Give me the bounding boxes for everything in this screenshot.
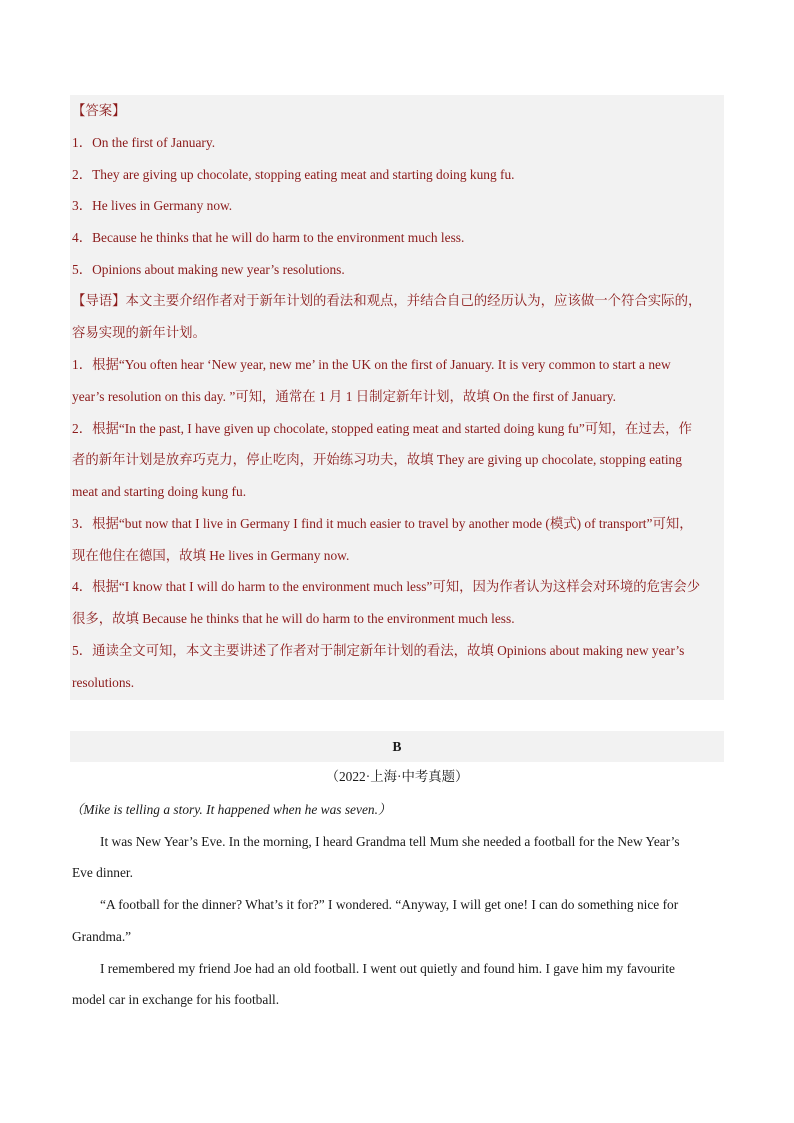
paragraph-3-line-1: I remembered my friend Joe had an old football. I went out quietly and found him. I gave him my favourite [100,961,675,976]
section-b-source: （2022·上海·中考真题） [325,769,469,784]
paragraph-3-line-2: model car in exchange for his football. [72,992,280,1007]
guide-line-7: meat and starting doing kung fu. [72,484,247,499]
paragraph-1-line-1: It was New Year’s Eve. In the morning, I heard Grandma tell Mum she needed a football for the New Year’s [100,834,680,849]
guide-line-4: year’s resolution on this day. ”可知，通常在 1 月 1 日制定新年计划，故填 On the first of January. [72,389,616,404]
guide-line-5: 2．根据“In the past, I have given up chocolate, stopped eating meat and started doing kung fu”可知，在过去，作 [72,421,692,436]
guide-line-3: 1．根据“You often hear ‘New year, new me’ in the UK on the first of January. It is very common to start a new [72,357,671,372]
section-b-label: B [392,739,402,754]
guide-line-8: 3．根据“but now that I live in Germany I find it much easier to travel by another mode (模式) of transport”可知， [72,516,693,531]
answer-4: 4．Because he thinks that he will do harm to the environment much less. [72,230,465,245]
answer-header: 【答案】 [72,103,126,118]
guide-line-9: 现在他住在德国，故填 He lives in Germany now. [72,548,350,563]
paragraph-2-line-1: “A football for the dinner? What’s it for?” I wondered. “Anyway, I will get one! I can do something nice for [100,897,679,912]
paragraph-2-line-2: Grandma.” [72,929,132,944]
answer-5: 5．Opinions about making new year’s resolutions. [72,262,345,277]
guide-line-12: 5．通读全文可知，本文主要讲述了作者对于制定新年计划的看法，故填 Opinions about making new year’s [72,643,685,658]
guide-line-1: 【导语】本文主要介绍作者对于新年计划的看法和观点，并结合自己的经历认为，应该做一个符合实际的， [72,293,702,308]
answer-1: 1．On the first of January. [72,135,216,150]
story-intro: （Mike is telling a story. It happened when he was seven.） [70,802,392,817]
answer-2: 2．They are giving up chocolate, stopping eating meat and starting doing kung fu. [72,167,515,182]
paragraph-1-line-2: Eve dinner. [72,865,133,880]
answer-3: 3．He lives in Germany now. [72,198,233,213]
guide-line-11: 很多，故填 Because he thinks that he will do harm to the environment much less. [72,611,515,626]
guide-line-2: 容易实现的新年计划。 [72,325,206,340]
guide-line-6: 者的新年计划是放弃巧克力，停止吃肉，开始练习功夫，故填 They are giving up chocolate, stopping eating [72,452,682,467]
guide-line-10: 4．根据“I know that I will do harm to the environment much less”可知，因为作者认为这样会对环境的危害会少 [72,579,701,594]
guide-line-13: resolutions. [72,675,135,690]
